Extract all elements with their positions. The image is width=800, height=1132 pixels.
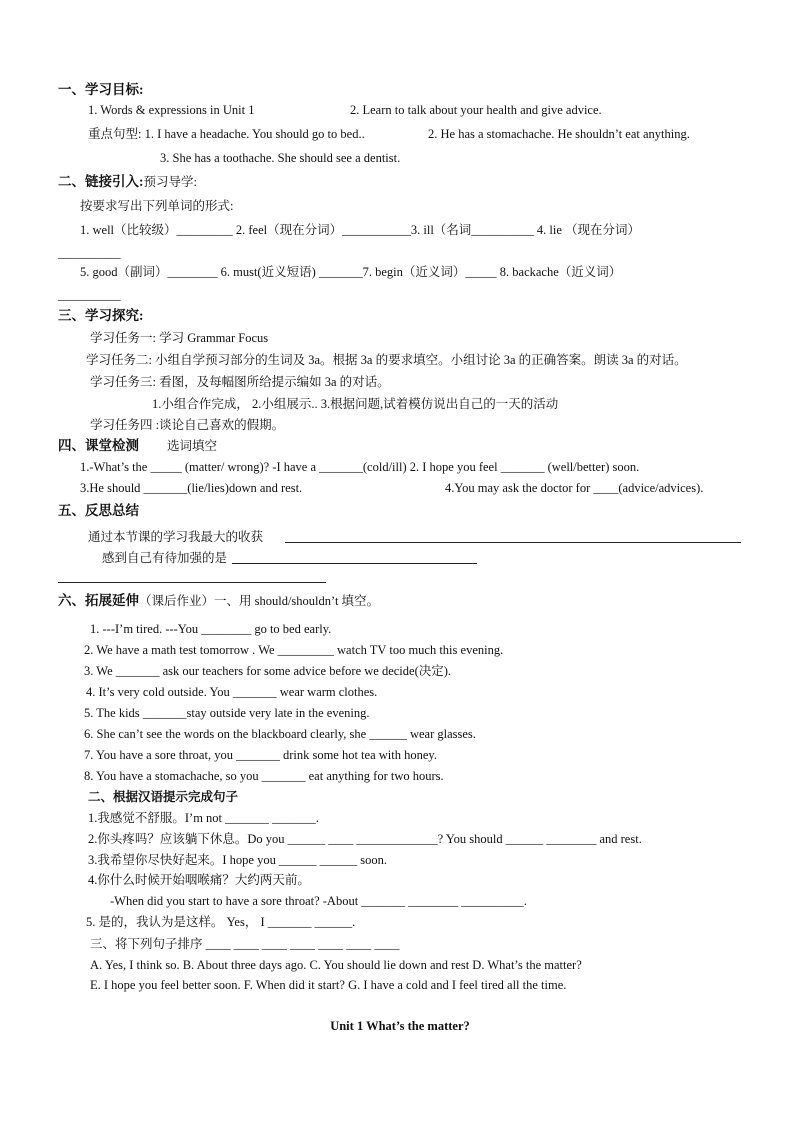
list-item: 5. 是的，我认为是这样。 Yes， I _______ ______. [86,915,356,929]
reflection-blank-2 [232,563,477,564]
reflection-line-2: 感到自己有待加强的是 [102,551,228,565]
section-4-heading: 四、课堂检测 [58,438,139,453]
list-item: 8. You have a stomachache, so you _______ eat anything for two hours. [84,769,444,783]
key-sentence-2: 2. He has a stomachache. He shouldn’t eat anything. [428,127,690,141]
section-2-heading-suffix: 预习导学: [143,175,197,189]
section-6-heading: 六、拓展延伸 [58,593,139,608]
list-item: 4. It’s very cold outside. You _______ wear warm clothes. [86,685,378,699]
list-item: 5. The kids _______stay outside very late in the evening. [84,706,370,720]
list-item: 6. She can’t see the words on the blackboard clearly, she ______ wear glasses. [84,727,476,741]
list-item: 2.你头疼吗？应该躺下休息。Do you ______ ____ _____________? You should ______ ________ and rest. [88,832,642,846]
task-1: 学习任务一: 学习 Grammar Focus [90,331,269,345]
footer-title: Unit 1 What’s the matter? [330,1019,470,1033]
list-item: 1.我感觉不舒服。I’m not _______ _______. [88,811,319,825]
word-form-row-1-tail: __________ [58,246,121,260]
list-item: 7. You have a sore throat, you _______ drink some hot tea with honey. [84,748,437,762]
section-1-heading: 一、学习目标: [58,82,144,97]
section-4-heading-line [58,438,217,454]
list-item: -When did you start to have a sore throat? -About _______ ________ __________. [110,894,527,908]
task-3: 学习任务三: 看图，及每幅图所给提示编如 3a 的对话。 [90,375,390,389]
section-4-heading-suffix: 选词填空 [167,439,218,453]
goal-2: 2. Learn to talk about your health and give advice. [350,103,602,117]
section-3-heading: 三、学习探究: [58,308,144,323]
list-item: 3.我希望你尽快好起来。I hope you ______ ______ soon. [88,853,387,867]
goal-1: 1. Words & expressions in Unit 1 [88,103,255,117]
reflection-blank-3 [58,582,326,583]
reflection-line-1: 通过本节课的学习我最大的收获 [88,530,264,544]
section-6-heading-suffix: （课后作业）一、用 should/shouldn’t 填空。 [139,594,380,608]
word-form-instruction: 按要求写出下列单词的形式: [80,199,234,213]
section-5-heading: 五、反思总结 [58,503,139,518]
key-sentence-1: 重点句型: 1. I have a headache. You should go to bed.. [88,127,365,141]
key-sentence-3: 3. She has a toothache. She should see a dentist. [160,151,401,165]
list-item: 3. We _______ ask our teachers for some advice before we decide(决定). [84,664,452,678]
task-3-sub: 1.小组合作完成， 2.小组展示.. 3.根据问题,试着模仿说出自己的一天的活动 [152,397,559,411]
list-item: 2. We have a math test tomorrow . We _________ watch TV too much this evening. [84,643,504,657]
section-2-heading-line [58,174,197,190]
reflection-blank-1 [285,542,741,543]
section-2-heading: 二、链接引入: [58,174,144,189]
part-2-heading: 二、根据汉语提示完成句子 [88,790,239,804]
part-3-heading: 三、将下列句子排序 ____ ____ ____ ____ ____ ____ ____ [90,937,400,951]
list-item: 1. ---I’m tired. ---You ________ go to bed early. [90,622,332,636]
word-form-row-1: 1. well（比较级）_________ 2. feel（现在分词）___________3. ill（名词__________ 4. lie （现在分词） [80,223,641,237]
part-3-options-1: A. Yes, I think so. B. About three days ago. C. You should lie down and rest D. What’s the matter? [90,958,582,972]
quiz-q1: 1.-What’s the _____ (matter/ wrong)? -I have a _______(cold/ill) 2. I hope you feel _______ (well/better) soon. [80,460,640,474]
word-form-row-2: 5. good（副词）________ 6. must(近义短语) _______7. begin（近义词）_____ 8. backache（近义词） [80,265,622,279]
part-3-options-2: E. I hope you feel better soon. F. When did it start? G. I have a cold and I feel tired all the time. [90,978,567,992]
section-6-heading-line [58,593,379,609]
list-item: 4.你什么时候开始咽喉痛？大约两天前。 [88,873,310,887]
quiz-q4: 4.You may ask the doctor for ____(advice/advices). [445,481,704,495]
quiz-q3: 3.He should _______(lie/lies)down and rest. [80,481,303,495]
task-4: 学习任务四 :谈论自己喜欢的假期。 [90,418,285,432]
word-form-row-2-tail: __________ [58,288,121,302]
task-2: 学习任务二: 小组自学预习部分的生词及 3a。根据 3a 的要求填空。小组讨论 3a 的正确答案。朗读 3a 的对话。 [86,353,687,367]
